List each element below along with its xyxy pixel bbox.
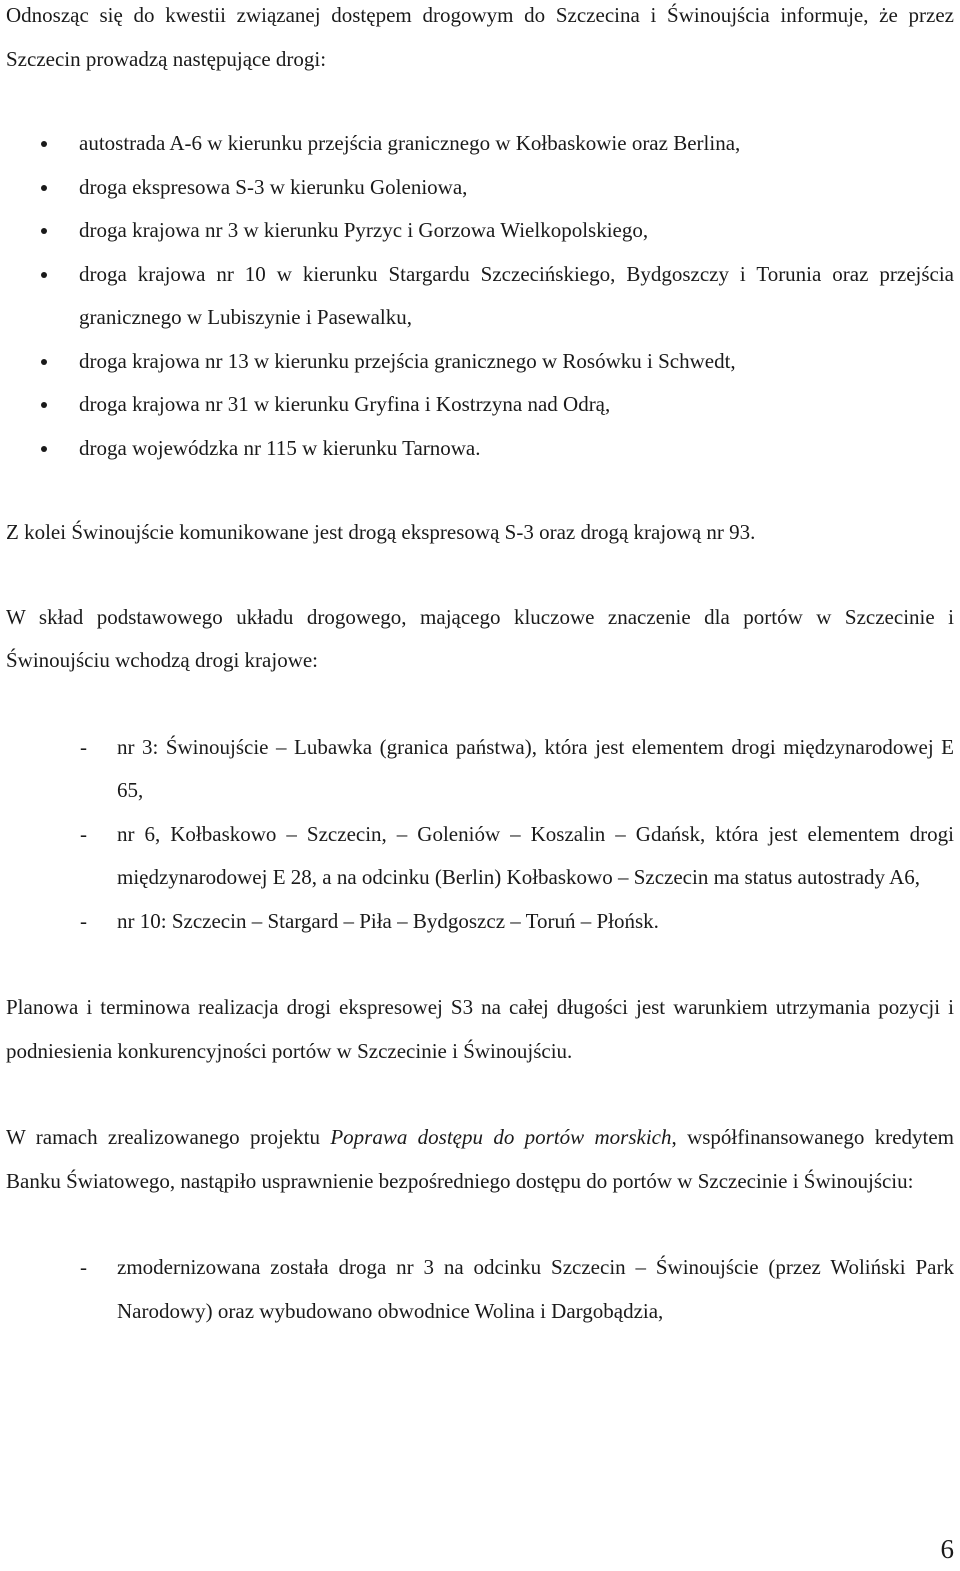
list-item-text: nr 6, Kołbaskowo – Szczecin, – Goleniów – Koszalin – Gdańsk, która jest elementem drogi międzynarodowej E 28, a na odcinku (Berlin) Kołbaskowo – Szczecin ma status autostrady A6,: [117, 822, 954, 890]
s3-paragraph: Planowa i terminowa realizacja drogi ekspresowej S3 na całej długości jest warunkiem utrzymania pozycji i podniesienia konkurencyjności portów w Szczecinie i Świnoujściu.: [6, 986, 954, 1073]
project-title: Poprawa dostępu do portów morskich: [330, 1125, 671, 1149]
core-network-paragraph: W skład podstawowego układu drogowego, mającego kluczowe znaczenie dla portów w Szczecinie i Świnoujściu wchodzą drogi krajowe:: [6, 596, 954, 683]
national-roads-list: [6, 726, 954, 944]
roads-bullet-list: [6, 122, 954, 470]
list-item-text: zmodernizowana została droga nr 3 na odcinku Szczecin – Świnoujście (przez Woliński Park Narodowy) oraz wybudowano obwodnice Wolina i Dargobądzia,: [117, 1255, 954, 1323]
list-item: autostrada A-6 w kierunku przejścia granicznego w Kołbaskowie oraz Berlina,: [6, 122, 954, 166]
document-page: [6, 0, 954, 1333]
project-paragraph: [6, 1116, 954, 1203]
list-item: droga krajowa nr 13 w kierunku przejścia granicznego w Rosówku i Schwedt,: [6, 340, 954, 384]
dash-marker: -: [80, 1246, 87, 1290]
swinoujscie-paragraph: Z kolei Świnoujście komunikowane jest drogą ekspresową S-3 oraz drogą krajową nr 93.: [6, 511, 954, 555]
project-text-after: , współfinansowanego kredytem Banku Światowego, nastąpiło usprawnienie bezpośredniego dostępu do portów w Szczecinie i Świnoujściu:: [6, 1125, 954, 1193]
list-item: droga krajowa nr 3 w kierunku Pyrzyc i Gorzowa Wielkopolskiego,: [6, 209, 954, 253]
list-item: [6, 726, 954, 813]
dash-marker: -: [80, 900, 87, 944]
dash-marker: -: [80, 726, 87, 770]
list-item-text: nr 10: Szczecin – Stargard – Piła – Bydgoszcz – Toruń – Płońsk.: [117, 909, 659, 933]
list-item: droga ekspresowa S-3 w kierunku Goleniowa,: [6, 166, 954, 210]
list-item: [6, 900, 954, 944]
dash-marker: -: [80, 813, 87, 857]
list-item: droga krajowa nr 10 w kierunku Stargardu Szczecińskiego, Bydgoszczy i Torunia oraz przejścia granicznego w Lubiszynie i Pasewalku,: [6, 253, 954, 340]
list-item: droga wojewódzka nr 115 w kierunku Tarnowa.: [6, 427, 954, 471]
project-list: [6, 1246, 954, 1333]
page-number: 6: [941, 1528, 955, 1571]
list-item-text: nr 3: Świnoujście – Lubawka (granica państwa), która jest elementem drogi międzynarodowej E 65,: [117, 735, 954, 803]
list-item: [6, 1246, 954, 1333]
project-text-before: W ramach zrealizowanego projektu: [6, 1125, 330, 1149]
list-item: [6, 813, 954, 900]
intro-paragraph: Odnosząc się do kwestii związanej dostępem drogowym do Szczecina i Świnoujścia informuje, że przez Szczecin prowadzą następujące drogi:: [6, 0, 954, 81]
list-item: droga krajowa nr 31 w kierunku Gryfina i Kostrzyna nad Odrą,: [6, 383, 954, 427]
